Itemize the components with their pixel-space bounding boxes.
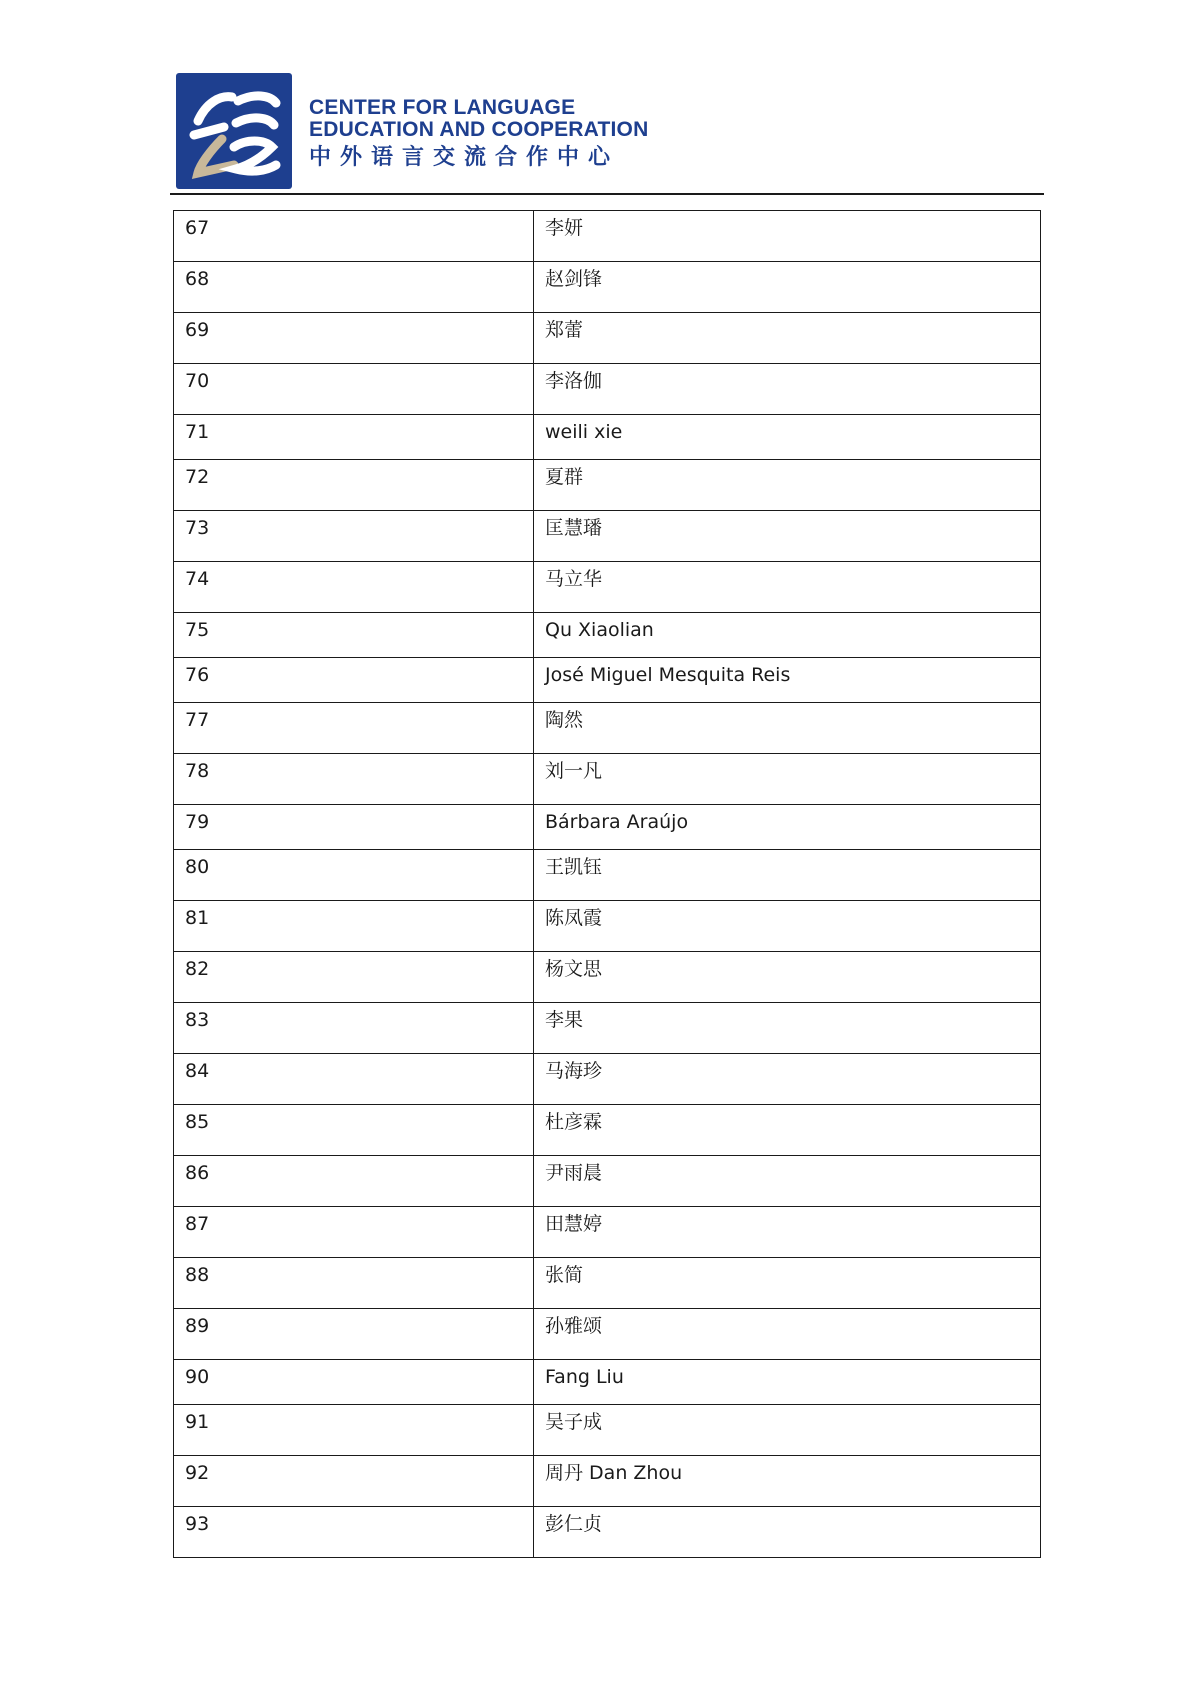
- participant-name-cell: Fang Liu: [534, 1360, 1041, 1405]
- table-row: [174, 364, 1041, 415]
- table-row: [174, 1003, 1041, 1054]
- row-number-cell: 85: [174, 1105, 534, 1156]
- table-row: [174, 754, 1041, 805]
- row-number-cell: 76: [174, 658, 534, 703]
- row-number-cell: 80: [174, 850, 534, 901]
- participant-name-cell: 田慧婷: [534, 1207, 1041, 1258]
- participant-name-cell: 陶然: [534, 703, 1041, 754]
- org-name-line2: EDUCATION AND COOPERATION: [309, 118, 649, 141]
- participant-name-cell: 李妍: [534, 211, 1041, 262]
- row-number-cell: 93: [174, 1507, 534, 1558]
- row-number-cell: 87: [174, 1207, 534, 1258]
- participant-name-cell: 张简: [534, 1258, 1041, 1309]
- org-name-chinese: 中外语言交流合作中心: [309, 144, 620, 169]
- participant-name-cell: 杜彦霖: [534, 1105, 1041, 1156]
- table-row: [174, 211, 1041, 262]
- language-center-logo-icon: [176, 73, 292, 189]
- table-row: [174, 511, 1041, 562]
- table-row: [174, 1258, 1041, 1309]
- participant-name-cell: 孙雅颂: [534, 1309, 1041, 1360]
- participant-table: [173, 210, 1041, 1558]
- table-row: [174, 460, 1041, 511]
- participant-name-cell: 匡慧璠: [534, 511, 1041, 562]
- table-row: [174, 613, 1041, 658]
- participant-name-cell: Qu Xiaolian: [534, 613, 1041, 658]
- row-number-cell: 73: [174, 511, 534, 562]
- participant-table-body: [174, 211, 1041, 1558]
- organization-name: [309, 97, 648, 171]
- row-number-cell: 79: [174, 805, 534, 850]
- table-row: [174, 658, 1041, 703]
- row-number-cell: 74: [174, 562, 534, 613]
- table-row: [174, 1507, 1041, 1558]
- participant-name-cell: 马海珍: [534, 1054, 1041, 1105]
- participant-name-cell: 吴子成: [534, 1405, 1041, 1456]
- participant-name-cell: Bárbara Araújo: [534, 805, 1041, 850]
- participant-name-cell: weili xie: [534, 415, 1041, 460]
- table-row: [174, 1054, 1041, 1105]
- table-row: [174, 850, 1041, 901]
- participant-name-cell: 王凯钰: [534, 850, 1041, 901]
- row-number-cell: 89: [174, 1309, 534, 1360]
- header-divider: [170, 193, 1044, 195]
- table-row: [174, 313, 1041, 364]
- row-number-cell: 82: [174, 952, 534, 1003]
- row-number-cell: 86: [174, 1156, 534, 1207]
- row-number-cell: 90: [174, 1360, 534, 1405]
- row-number-cell: 75: [174, 613, 534, 658]
- row-number-cell: 88: [174, 1258, 534, 1309]
- participant-name-cell: 赵剑锋: [534, 262, 1041, 313]
- row-number-cell: 78: [174, 754, 534, 805]
- participant-name-cell: 彭仁贞: [534, 1507, 1041, 1558]
- participant-name-cell: 夏群: [534, 460, 1041, 511]
- participant-name-cell: 刘一凡: [534, 754, 1041, 805]
- row-number-cell: 92: [174, 1456, 534, 1507]
- table-row: [174, 1309, 1041, 1360]
- row-number-cell: 70: [174, 364, 534, 415]
- participant-name-cell: 周丹 Dan Zhou: [534, 1456, 1041, 1507]
- table-row: [174, 805, 1041, 850]
- page-header: [176, 73, 1046, 193]
- participant-name-cell: 郑蕾: [534, 313, 1041, 364]
- participant-name-cell: 马立华: [534, 562, 1041, 613]
- participant-name-cell: 李果: [534, 1003, 1041, 1054]
- participant-name-cell: José Miguel Mesquita Reis: [534, 658, 1041, 703]
- table-row: [174, 1105, 1041, 1156]
- table-row: [174, 262, 1041, 313]
- row-number-cell: 83: [174, 1003, 534, 1054]
- table-row: [174, 562, 1041, 613]
- row-number-cell: 91: [174, 1405, 534, 1456]
- org-name-line1: CENTER FOR LANGUAGE: [309, 96, 576, 119]
- row-number-cell: 69: [174, 313, 534, 364]
- table-row: [174, 1156, 1041, 1207]
- table-row: [174, 1360, 1041, 1405]
- row-number-cell: 77: [174, 703, 534, 754]
- row-number-cell: 84: [174, 1054, 534, 1105]
- participant-name-cell: 尹雨晨: [534, 1156, 1041, 1207]
- participant-name-cell: 李洛伽: [534, 364, 1041, 415]
- table-row: [174, 415, 1041, 460]
- participant-name-cell: 陈凤霞: [534, 901, 1041, 952]
- table-row: [174, 952, 1041, 1003]
- table-row: [174, 1207, 1041, 1258]
- row-number-cell: 67: [174, 211, 534, 262]
- row-number-cell: 72: [174, 460, 534, 511]
- participant-name-cell: 杨文思: [534, 952, 1041, 1003]
- table-row: [174, 1405, 1041, 1456]
- table-row: [174, 1456, 1041, 1507]
- table-row: [174, 901, 1041, 952]
- table-row: [174, 703, 1041, 754]
- row-number-cell: 81: [174, 901, 534, 952]
- row-number-cell: 68: [174, 262, 534, 313]
- row-number-cell: 71: [174, 415, 534, 460]
